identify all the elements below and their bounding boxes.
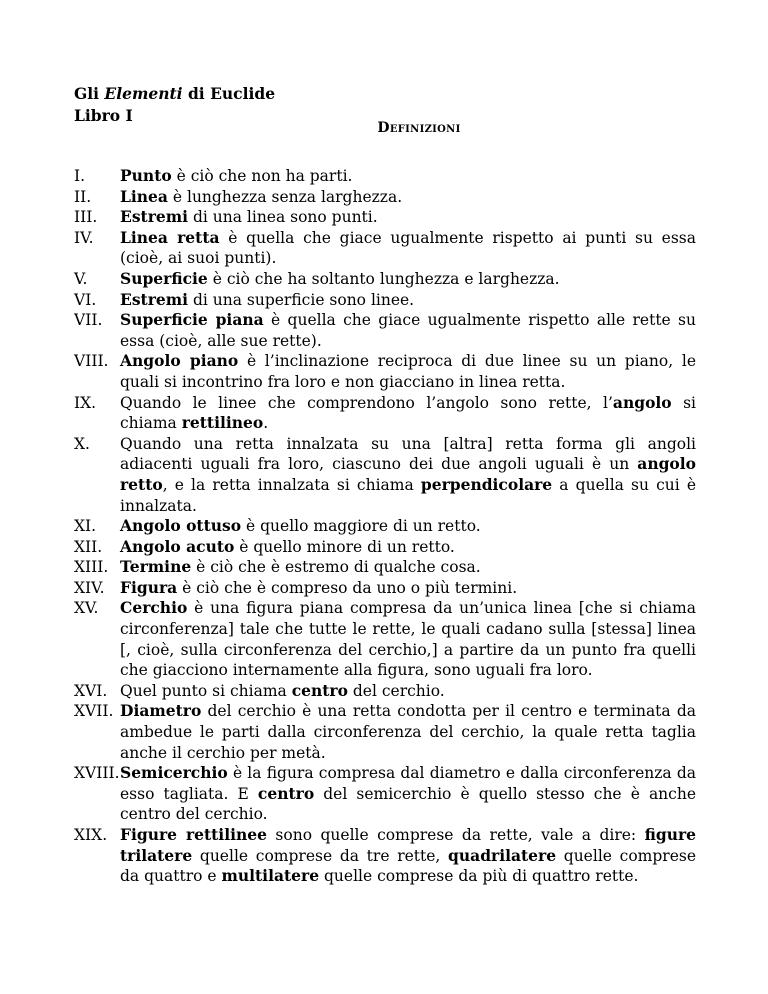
defined-term: multilatere bbox=[221, 866, 320, 886]
defined-term: Superficie bbox=[120, 268, 208, 288]
definition-body: di una linea sono punti. bbox=[188, 208, 378, 227]
defined-term: Punto bbox=[120, 166, 172, 185]
definition-text bbox=[120, 290, 696, 311]
defined-term: Termine bbox=[120, 557, 192, 577]
definition-body: è lunghezza senza larghezza. bbox=[167, 187, 403, 206]
defined-term: Diametro bbox=[120, 701, 202, 721]
definition-number: XV. bbox=[74, 599, 99, 618]
definition-body: del cerchio. bbox=[347, 681, 445, 700]
definition-item bbox=[74, 763, 696, 825]
definition-body: del semicerchio è quello stesso che è anche centro del cerchio. bbox=[120, 784, 697, 824]
definition-number: IV. bbox=[74, 228, 94, 247]
definition-number: XVII. bbox=[74, 702, 114, 721]
definition-text bbox=[120, 516, 696, 537]
definition-body: è ciò che non ha parti. bbox=[171, 167, 353, 185]
definition-text bbox=[120, 537, 696, 558]
defined-term: quadrilatere bbox=[448, 845, 557, 865]
definition-body: è la figura compresa dal diametro e dalla circonferenza da esso tagliata. E bbox=[120, 764, 696, 803]
definition-number: VII. bbox=[74, 311, 103, 330]
definition-item bbox=[74, 681, 696, 702]
defined-term: Linea retta bbox=[120, 227, 220, 247]
defined-term: rettilineo bbox=[181, 413, 264, 433]
definition-text bbox=[120, 228, 696, 269]
definition-text bbox=[120, 187, 696, 208]
definition-number: V. bbox=[74, 269, 88, 288]
definition-item bbox=[74, 434, 696, 516]
definition-text bbox=[120, 351, 696, 392]
definition-body: si chiama bbox=[120, 393, 696, 433]
definition-number: XIII. bbox=[74, 558, 109, 577]
definition-item bbox=[74, 187, 696, 208]
definition-item bbox=[74, 557, 696, 578]
definition-body: a quella su cui è innalzata. bbox=[120, 475, 697, 515]
definition-item bbox=[74, 228, 696, 269]
definition-text bbox=[120, 207, 696, 228]
defined-term: Linea bbox=[120, 186, 168, 206]
definition-number: I. bbox=[74, 167, 86, 185]
definition-number: XII. bbox=[74, 537, 103, 556]
definition-item bbox=[74, 166, 696, 187]
definition-body: Quel punto si chiama bbox=[120, 681, 292, 700]
definition-number: VI. bbox=[74, 290, 97, 309]
section-heading: Definizioni bbox=[377, 120, 461, 136]
defined-term: Figure rettilinee bbox=[120, 825, 267, 844]
definition-text bbox=[120, 269, 696, 290]
defined-term: angolo bbox=[612, 392, 672, 412]
definition-body: è ciò che è estremo di qualche cosa. bbox=[191, 558, 481, 577]
definition-item bbox=[74, 537, 696, 558]
defined-term: Figura bbox=[120, 577, 178, 597]
definition-body: è quella che giace ugualmente rispetto alle rette su essa (cioè, alle sue rette). bbox=[120, 311, 696, 350]
definition-number: IX. bbox=[74, 393, 97, 412]
definition-item bbox=[74, 269, 696, 290]
definition-body: è ciò che ha soltanto lunghezza e larghezza. bbox=[207, 269, 560, 288]
definition-text bbox=[120, 825, 696, 887]
defined-term: Angolo acuto bbox=[120, 536, 235, 556]
defined-term: Angolo ottuso bbox=[120, 516, 242, 536]
definition-item bbox=[74, 701, 696, 763]
definition-text bbox=[120, 393, 696, 434]
definition-text bbox=[120, 598, 696, 680]
definition-body: del cerchio è una retta condotta per il centro e terminata da ambedue le parti dalla circonferenza del cerchio, la quale retta taglia anche il cerchio per metà. bbox=[120, 702, 696, 762]
definition-item bbox=[74, 516, 696, 537]
defined-term: Cerchio bbox=[120, 598, 188, 618]
definitions-list bbox=[74, 166, 696, 887]
definition-number: XVI. bbox=[74, 681, 108, 700]
definition-item bbox=[74, 393, 696, 434]
defined-term: centro bbox=[291, 680, 348, 700]
defined-term: centro bbox=[257, 783, 315, 803]
definition-text bbox=[120, 578, 696, 599]
definition-number: XIV. bbox=[74, 578, 105, 597]
book-label: Libro I bbox=[74, 106, 133, 125]
definition-body: è quello minore di un retto. bbox=[234, 537, 455, 556]
definition-body: è ciò che è compreso da uno o più termini. bbox=[177, 578, 518, 597]
definition-text bbox=[120, 763, 696, 825]
definition-text bbox=[120, 701, 696, 763]
definition-number: XI. bbox=[74, 517, 97, 536]
definition-body: di una superficie sono linee. bbox=[188, 290, 415, 309]
definition-number: VIII. bbox=[74, 352, 109, 371]
definition-item bbox=[74, 207, 696, 228]
definition-body: , e la retta innalzata si chiama bbox=[162, 475, 421, 494]
definition-text bbox=[120, 681, 696, 702]
defined-term: Semicerchio bbox=[120, 763, 228, 783]
definition-item bbox=[74, 351, 696, 392]
definition-text bbox=[120, 310, 696, 351]
definition-number: XIX. bbox=[74, 826, 108, 844]
defined-term: Estremi bbox=[120, 207, 189, 227]
definition-number: X. bbox=[74, 434, 90, 453]
definition-body: è l’inclinazione reciproca di due linee su un piano, le quali si incontrino fra loro e non giacciano in linea retta. bbox=[120, 352, 696, 391]
definition-body: Quando le linee che comprendono l’angolo sono rette, l’ bbox=[120, 393, 613, 412]
definition-body: . bbox=[263, 414, 269, 433]
definition-number: XVIII. bbox=[74, 764, 120, 783]
title-prefix: Gli bbox=[74, 84, 105, 103]
definition-body: sono quelle comprese da rette, vale a dire: bbox=[266, 826, 645, 844]
definition-body: quelle comprese da tre rette, bbox=[192, 846, 449, 865]
defined-term: perpendicolare bbox=[420, 474, 553, 494]
definition-number: II. bbox=[74, 187, 92, 206]
title-suffix: di Euclide bbox=[182, 84, 276, 103]
definition-item bbox=[74, 310, 696, 351]
definition-body: quelle comprese da quattro e bbox=[120, 846, 696, 886]
definition-item bbox=[74, 825, 696, 887]
definition-item bbox=[74, 578, 696, 599]
definition-body: è una figura piana compresa da un’unica linea [che si chiama circonferenza] tale che tutte le rette, le quali cadano sulla [stessa] linea [, cioè, sulla circonferenza del cerchio,] a partire da un punto fra quelli che giacciono internamente alla figura, sono uguali fra loro. bbox=[120, 599, 696, 680]
definition-number: III. bbox=[74, 208, 98, 227]
definition-body: Quando una retta innalzata su una [altra] retta forma gli angoli adiacenti uguali fra loro, ciascuno dei due angoli uguali è un bbox=[120, 434, 696, 474]
definition-body: è quello maggiore di un retto. bbox=[241, 517, 481, 536]
definition-body: quelle comprese da più di quattro rette. bbox=[319, 867, 639, 886]
definition-item bbox=[74, 290, 696, 311]
defined-term: angolo retto bbox=[120, 454, 696, 494]
defined-term: Angolo piano bbox=[120, 351, 239, 371]
definition-text bbox=[120, 557, 696, 578]
definition-text bbox=[120, 166, 696, 187]
defined-term: Estremi bbox=[120, 289, 189, 309]
defined-term: Superficie piana bbox=[120, 310, 264, 330]
title-emphasis: Elementi bbox=[104, 84, 183, 103]
definition-text bbox=[120, 434, 696, 516]
defined-term: figure trilatere bbox=[120, 825, 696, 865]
definition-body: è quella che giace ugualmente rispetto ai punti su essa (cioè, ai suoi punti). bbox=[120, 228, 696, 268]
document-title bbox=[74, 83, 275, 105]
definition-item bbox=[74, 598, 696, 680]
